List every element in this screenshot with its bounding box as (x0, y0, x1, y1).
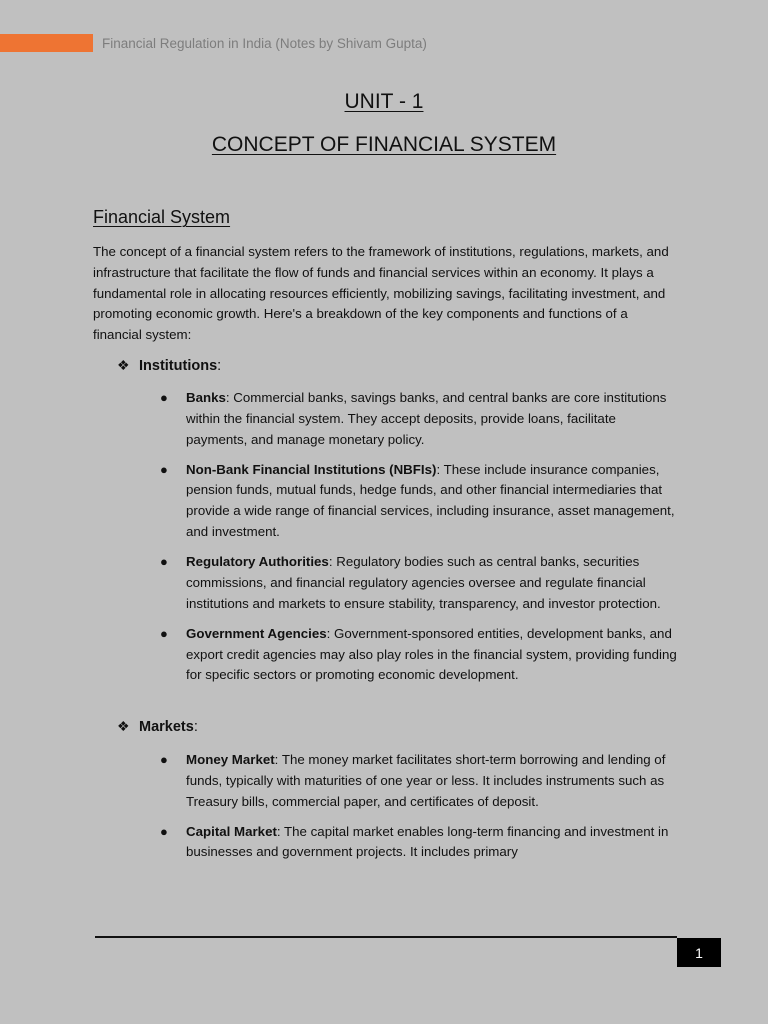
bullet-dot-icon: ● (160, 390, 168, 405)
section-heading: Financial System (93, 207, 231, 227)
item-term: Money Market (186, 752, 275, 767)
item-term: Government Agencies (186, 625, 327, 641)
category-markets: ❖ Markets: (117, 718, 198, 735)
markets-list (160, 750, 680, 873)
list-item (160, 624, 680, 686)
bullet-dot-icon: ● (160, 625, 168, 641)
item-text: : The capital market enables long-term financing and investment in businesses and government projects. It includes primary (186, 823, 669, 860)
item-term: Non-Bank Financial Institutions (NBFIs) (186, 461, 437, 477)
category-institutions: ❖ Institutions: (117, 357, 222, 374)
unit-title: UNIT - 1 (344, 90, 424, 113)
institutions-list (160, 388, 680, 696)
running-header: Financial Regulation in India (Notes by Shivam Gupta) (102, 36, 427, 51)
list-item (160, 822, 680, 864)
diamond-bullet-icon: ❖ (117, 357, 130, 373)
item-text: : These include insurance companies, pension funds, mutual funds, hedge funds, and other financial intermediaries that provide a wide range of financial services, including insurance, asset management, and investment. (186, 461, 675, 540)
list-item (160, 460, 680, 543)
category-title: Markets (139, 719, 194, 735)
bullet-dot-icon: ● (160, 752, 168, 767)
item-text: : The money market facilitates short-term borrowing and lending of funds, typically with maturities of one year or less. It includes instruments such as Treasury bills, commercial paper, and certificates of deposit. (186, 752, 666, 809)
list-item (160, 552, 680, 614)
chapter-title: CONCEPT OF FINANCIAL SYSTEM (211, 133, 557, 156)
bullet-dot-icon: ● (160, 554, 168, 570)
footer-rule (95, 936, 677, 938)
intro-paragraph: The concept of a financial system refers to the framework of institutions, regulations, markets, and infrastructure that facilitate the flow of funds and financial services within an economy. It plays a fundamental role in allocating resources efficiently, mobilizing savings, facilitating investment, and promoting economic growth. Here's a breakdown of the key components and functions of a financial system: (93, 244, 669, 343)
item-text: : Government-sponsored entities, development banks, and export credit agencies may also play roles in the financial system, providing funding for specific sectors or promoting economic development. (186, 625, 677, 683)
category-title: Institutions (139, 358, 218, 374)
item-text: : Commercial banks, savings banks, and central banks are core institutions within the financial system. They accept deposits, provide loans, facilitate payments, and manage monetary policy. (186, 390, 667, 447)
item-term: Regulatory Authorities (186, 554, 329, 570)
item-term: Banks (186, 390, 226, 405)
item-term: Capital Market (186, 823, 277, 839)
bullet-dot-icon: ● (160, 823, 168, 839)
item-text: : Regulatory bodies such as central banks, securities commissions, and financial regulatory agencies oversee and regulate financial institutions and markets to ensure stability, transparency, and investor protection. (186, 554, 661, 611)
page-number: 1 (677, 938, 721, 967)
list-item (160, 388, 680, 450)
header-accent-bar (0, 34, 93, 52)
bullet-dot-icon: ● (160, 461, 168, 477)
list-item (160, 750, 680, 812)
diamond-bullet-icon: ❖ (117, 718, 130, 734)
